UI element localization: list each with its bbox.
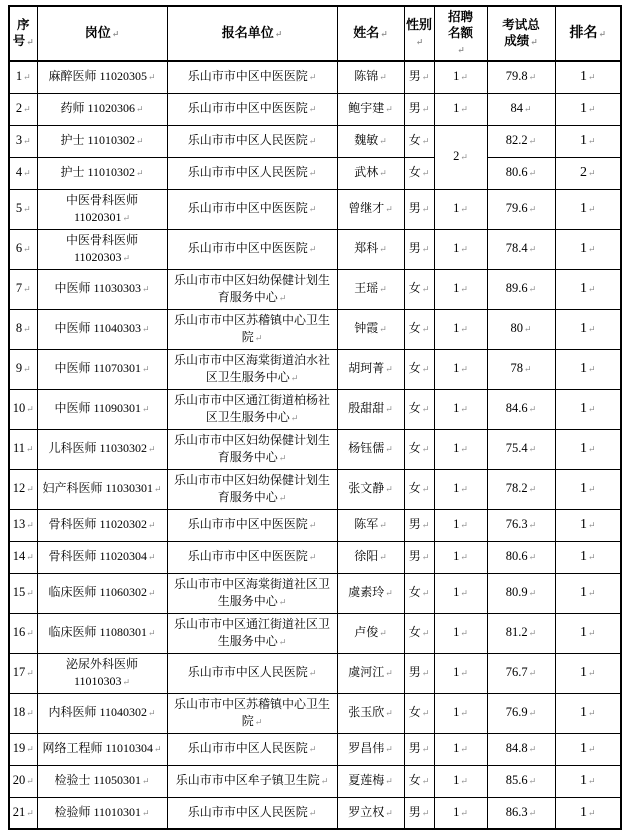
position-cell: 骨科医师 11020302 ↵: [37, 509, 167, 541]
gender-cell: 女 ↵: [404, 125, 434, 157]
name-cell: 陈军 ↵: [337, 509, 404, 541]
recruit-quota-cell: 1 ↵: [434, 613, 487, 653]
gender-cell: 女 ↵: [404, 573, 434, 613]
rank-cell: 1 ↵ ↵: [555, 693, 621, 733]
total-score-cell: 81.2 ↵: [487, 613, 555, 653]
gender-cell: 男 ↵: [404, 653, 434, 693]
header-label: 报名单位 ↵: [222, 25, 283, 40]
table-row: [9, 653, 621, 693]
position-cell: 护士 11010302 ↵: [37, 157, 167, 189]
name-cell: 张玉欣 ↵: [337, 693, 404, 733]
recruit-quota-cell: 1 ↵: [434, 733, 487, 765]
recruit-quota-cell: 1 ↵: [434, 509, 487, 541]
table-row: [9, 189, 621, 229]
registration-unit-cell: 乐山市市中区中医医院 ↵: [167, 509, 337, 541]
name-cell: 魏敏 ↵: [337, 125, 404, 157]
rank-cell: 1 ↵ ↵: [555, 733, 621, 765]
serial-number-cell: 21 ↵: [9, 797, 37, 829]
gender-cell: 女 ↵: [404, 349, 434, 389]
total-score-cell: 82.2 ↵: [487, 125, 555, 157]
registration-unit-cell: 乐山市市中区人民医院 ↵: [167, 125, 337, 157]
name-cell: 虞河江 ↵: [337, 653, 404, 693]
recruit-quota-cell: 1 ↵: [434, 229, 487, 269]
gender-cell: 男 ↵: [404, 229, 434, 269]
recruit-quota-cell: 1 ↵: [434, 349, 487, 389]
recruit-quota-cell: 1 ↵: [434, 693, 487, 733]
serial-number-cell: 2 ↵: [9, 93, 37, 125]
rank-cell: 1 ↵ ↵: [555, 653, 621, 693]
registration-unit-cell: 乐山市市中区人民医院 ↵: [167, 157, 337, 189]
position-cell: 妇产科医师 11030301 ↵: [37, 469, 167, 509]
serial-number-cell: 10 ↵: [9, 389, 37, 429]
header-name: [337, 6, 404, 61]
rank-cell: 1 ↵ ↵: [555, 389, 621, 429]
table-row: [9, 573, 621, 613]
rank-cell: 1 ↵ ↵: [555, 229, 621, 269]
header-registration-unit: [167, 6, 337, 61]
total-score-cell: 84 ↵: [487, 93, 555, 125]
recruit-quota-cell: 1 ↵: [434, 573, 487, 613]
total-score-cell: 80.9 ↵: [487, 573, 555, 613]
header-label: 性别 ↵: [406, 17, 432, 48]
registration-unit-cell: 乐山市市中区通江街道社区卫生服务中心 ↵: [167, 613, 337, 653]
serial-number-cell: 7 ↵: [9, 269, 37, 309]
registration-unit-cell: 乐山市市中区中医医院 ↵: [167, 541, 337, 573]
table-row: [9, 429, 621, 469]
recruit-quota-cell: 1 ↵: [434, 61, 487, 93]
table-row: [9, 469, 621, 509]
table-row: [9, 509, 621, 541]
position-cell: 药师 11020306 ↵: [37, 93, 167, 125]
header-label: 岗位 ↵: [85, 25, 120, 40]
header-recruit-quota: [434, 6, 487, 61]
serial-number-cell: 20 ↵: [9, 765, 37, 797]
rank-cell: 1 ↵ ↵: [555, 349, 621, 389]
serial-number-cell: 4 ↵: [9, 157, 37, 189]
header-position: [37, 6, 167, 61]
total-score-cell: 84.6 ↵: [487, 389, 555, 429]
recruit-quota-cell: 1 ↵: [434, 389, 487, 429]
header-label: 招聘名额 ↵: [447, 9, 473, 58]
registration-unit-cell: 乐山市市中区人民医院 ↵: [167, 733, 337, 765]
gender-cell: 女 ↵: [404, 157, 434, 189]
header-label: 排名 ↵: [569, 26, 606, 41]
table-row: [9, 309, 621, 349]
recruit-quota-cell: 1 ↵: [434, 469, 487, 509]
recruit-quota-cell: 1 ↵: [434, 93, 487, 125]
serial-number-cell: 14 ↵: [9, 541, 37, 573]
gender-cell: 男 ↵: [404, 797, 434, 829]
table-row: [9, 693, 621, 733]
table-row: [9, 613, 621, 653]
registration-unit-cell: 乐山市市中区海棠街道社区卫生服务中心 ↵: [167, 573, 337, 613]
position-cell: 临床医师 11060302 ↵: [37, 573, 167, 613]
name-cell: 张文静 ↵: [337, 469, 404, 509]
position-cell: 骨科医师 11020304 ↵: [37, 541, 167, 573]
header-label: 序号 ↵: [13, 18, 34, 48]
position-cell: 中医师 11040303 ↵: [37, 309, 167, 349]
position-cell: 中医师 11070301 ↵: [37, 349, 167, 389]
position-cell: 检验师 11010301 ↵: [37, 797, 167, 829]
total-score-cell: 78 ↵: [487, 349, 555, 389]
table-row: [9, 229, 621, 269]
total-score-cell: 89.6 ↵: [487, 269, 555, 309]
serial-number-cell: 16 ↵: [9, 613, 37, 653]
total-score-cell: 86.3 ↵: [487, 797, 555, 829]
serial-number-cell: 1 ↵: [9, 61, 37, 93]
rank-cell: 2 ↵ ↵: [555, 157, 621, 189]
rank-cell: 1 ↵ ↵: [555, 61, 621, 93]
gender-cell: 女 ↵: [404, 469, 434, 509]
name-cell: 罗立权 ↵: [337, 797, 404, 829]
serial-number-cell: 15 ↵: [9, 573, 37, 613]
total-score-cell: 79.8 ↵: [487, 61, 555, 93]
gender-cell: 男 ↵: [404, 509, 434, 541]
position-cell: 泌尿外科医师 11010303 ↵: [37, 653, 167, 693]
recruit-quota-cell: 1 ↵: [434, 269, 487, 309]
registration-unit-cell: 乐山市市中区中医医院 ↵: [167, 229, 337, 269]
rank-cell: 1 ↵ ↵: [555, 797, 621, 829]
name-cell: 罗昌伟 ↵: [337, 733, 404, 765]
table-row: [9, 61, 621, 93]
name-cell: 夏莲梅 ↵: [337, 765, 404, 797]
name-cell: 鲍宇建 ↵: [337, 93, 404, 125]
gender-cell: 男 ↵: [404, 733, 434, 765]
name-cell: 武林 ↵: [337, 157, 404, 189]
position-cell: 中医师 11030303 ↵: [37, 269, 167, 309]
table-row: [9, 349, 621, 389]
registration-unit-cell: 乐山市市中区苏稽镇中心卫生院 ↵: [167, 309, 337, 349]
recruit-quota-cell: 2 ↵: [434, 125, 487, 189]
serial-number-cell: 18 ↵: [9, 693, 37, 733]
header-label: 考试总成绩 ↵: [502, 17, 541, 50]
position-cell: 网络工程师 11010304 ↵: [37, 733, 167, 765]
name-cell: 虞素玲 ↵: [337, 573, 404, 613]
gender-cell: 男 ↵: [404, 541, 434, 573]
table-row: [9, 269, 621, 309]
total-score-cell: 75.4 ↵: [487, 429, 555, 469]
header-rank: [555, 6, 621, 61]
gender-cell: 女 ↵: [404, 269, 434, 309]
serial-number-cell: 5 ↵: [9, 189, 37, 229]
header-gender: [404, 6, 434, 61]
total-score-cell: 76.3 ↵: [487, 509, 555, 541]
table-row: [9, 733, 621, 765]
total-score-cell: 78.4 ↵: [487, 229, 555, 269]
table-row: [9, 157, 621, 189]
recruit-quota-cell: 1 ↵: [434, 797, 487, 829]
total-score-cell: 76.9 ↵: [487, 693, 555, 733]
rank-cell: 1 ↵ ↵: [555, 573, 621, 613]
rank-cell: 1 ↵ ↵: [555, 509, 621, 541]
total-score-cell: 85.6 ↵: [487, 765, 555, 797]
position-cell: 中医骨科医师 11020301 ↵: [37, 189, 167, 229]
position-cell: 护士 11010302 ↵: [37, 125, 167, 157]
table-body: [9, 61, 621, 829]
name-cell: 胡珂菁 ↵: [337, 349, 404, 389]
registration-unit-cell: 乐山市市中区妇幼保健计划生育服务中心 ↵: [167, 269, 337, 309]
rank-cell: 1 ↵ ↵: [555, 93, 621, 125]
serial-number-cell: 13 ↵: [9, 509, 37, 541]
gender-cell: 男 ↵: [404, 61, 434, 93]
registration-unit-cell: 乐山市市中区苏稽镇中心卫生院 ↵: [167, 693, 337, 733]
rank-cell: 1 ↵ ↵: [555, 613, 621, 653]
serial-number-cell: 17 ↵: [9, 653, 37, 693]
gender-cell: 女 ↵: [404, 765, 434, 797]
rank-cell: 1 ↵ ↵: [555, 541, 621, 573]
name-cell: 钟霞 ↵: [337, 309, 404, 349]
serial-number-cell: 6 ↵: [9, 229, 37, 269]
name-cell: 殷甜甜 ↵: [337, 389, 404, 429]
name-cell: 卢俊 ↵: [337, 613, 404, 653]
position-cell: 检验士 11050301 ↵: [37, 765, 167, 797]
serial-number-cell: 9 ↵: [9, 349, 37, 389]
position-cell: 儿科医师 11030302 ↵: [37, 429, 167, 469]
registration-unit-cell: 乐山市市中区中医医院 ↵: [167, 189, 337, 229]
position-cell: 临床医师 11080301 ↵: [37, 613, 167, 653]
rank-cell: 1 ↵ ↵: [555, 309, 621, 349]
serial-number-cell: 3 ↵: [9, 125, 37, 157]
registration-unit-cell: 乐山市市中区海棠街道泊水社区卫生服务中心 ↵: [167, 349, 337, 389]
recruit-quota-cell: 1 ↵: [434, 189, 487, 229]
total-score-cell: 79.6 ↵: [487, 189, 555, 229]
rank-cell: 1 ↵ ↵: [555, 125, 621, 157]
table-row: [9, 765, 621, 797]
name-cell: 曾继才 ↵: [337, 189, 404, 229]
table-row: [9, 125, 621, 157]
recruit-quota-cell: 1 ↵: [434, 309, 487, 349]
total-score-cell: 76.7 ↵: [487, 653, 555, 693]
name-cell: 杨钰儒 ↵: [337, 429, 404, 469]
position-cell: 中医骨科医师 11020303 ↵: [37, 229, 167, 269]
position-cell: 中医师 11090301 ↵: [37, 389, 167, 429]
registration-unit-cell: 乐山市市中区人民医院 ↵: [167, 653, 337, 693]
gender-cell: 女 ↵: [404, 613, 434, 653]
total-score-cell: 84.8 ↵: [487, 733, 555, 765]
recruit-quota-cell: 1 ↵: [434, 765, 487, 797]
gender-cell: 女 ↵: [404, 429, 434, 469]
gender-cell: 女 ↵: [404, 693, 434, 733]
recruit-quota-cell: 1 ↵: [434, 653, 487, 693]
name-cell: 郑科 ↵: [337, 229, 404, 269]
registration-unit-cell: 乐山市市中区妇幼保健计划生育服务中心 ↵: [167, 469, 337, 509]
rank-cell: 1 ↵ ↵: [555, 189, 621, 229]
serial-number-cell: 8 ↵: [9, 309, 37, 349]
name-cell: 陈锦 ↵: [337, 61, 404, 93]
rank-cell: 1 ↵ ↵: [555, 765, 621, 797]
gender-cell: 女 ↵: [404, 309, 434, 349]
table-header: [9, 6, 621, 61]
rank-cell: 1 ↵ ↵: [555, 429, 621, 469]
total-score-cell: 78.2 ↵: [487, 469, 555, 509]
table-row: [9, 389, 621, 429]
serial-number-cell: 11 ↵: [9, 429, 37, 469]
recruit-quota-cell: 1 ↵: [434, 429, 487, 469]
table-row: [9, 541, 621, 573]
header-serial-number: [9, 6, 37, 61]
name-cell: 徐阳 ↵: [337, 541, 404, 573]
recruit-quota-cell: 1 ↵: [434, 541, 487, 573]
table-row: [9, 797, 621, 829]
registration-unit-cell: 乐山市市中区牟子镇卫生院 ↵: [167, 765, 337, 797]
registration-unit-cell: 乐山市市中区人民医院 ↵: [167, 797, 337, 829]
name-cell: 王瑶 ↵: [337, 269, 404, 309]
header-total-score: [487, 6, 555, 61]
registration-unit-cell: 乐山市市中区通江街道柏杨社区卫生服务中心 ↵: [167, 389, 337, 429]
header-label: 姓名 ↵: [353, 25, 388, 40]
total-score-cell: 80.6 ↵: [487, 157, 555, 189]
registration-unit-cell: 乐山市市中区妇幼保健计划生育服务中心 ↵: [167, 429, 337, 469]
serial-number-cell: 12 ↵: [9, 469, 37, 509]
position-cell: 内科医师 11040302 ↵: [37, 693, 167, 733]
gender-cell: 男 ↵: [404, 93, 434, 125]
exam-results-table: [8, 5, 622, 830]
total-score-cell: 80 ↵: [487, 309, 555, 349]
registration-unit-cell: 乐山市市中区中医医院 ↵: [167, 93, 337, 125]
position-cell: 麻醉医师 11020305 ↵: [37, 61, 167, 93]
header-row: [9, 6, 621, 61]
gender-cell: 男 ↵: [404, 189, 434, 229]
table-row: [9, 93, 621, 125]
registration-unit-cell: 乐山市市中区中医医院 ↵: [167, 61, 337, 93]
serial-number-cell: 19 ↵: [9, 733, 37, 765]
gender-cell: 女 ↵: [404, 389, 434, 429]
total-score-cell: 80.6 ↵: [487, 541, 555, 573]
rank-cell: 1 ↵ ↵: [555, 469, 621, 509]
rank-cell: 1 ↵ ↵: [555, 269, 621, 309]
